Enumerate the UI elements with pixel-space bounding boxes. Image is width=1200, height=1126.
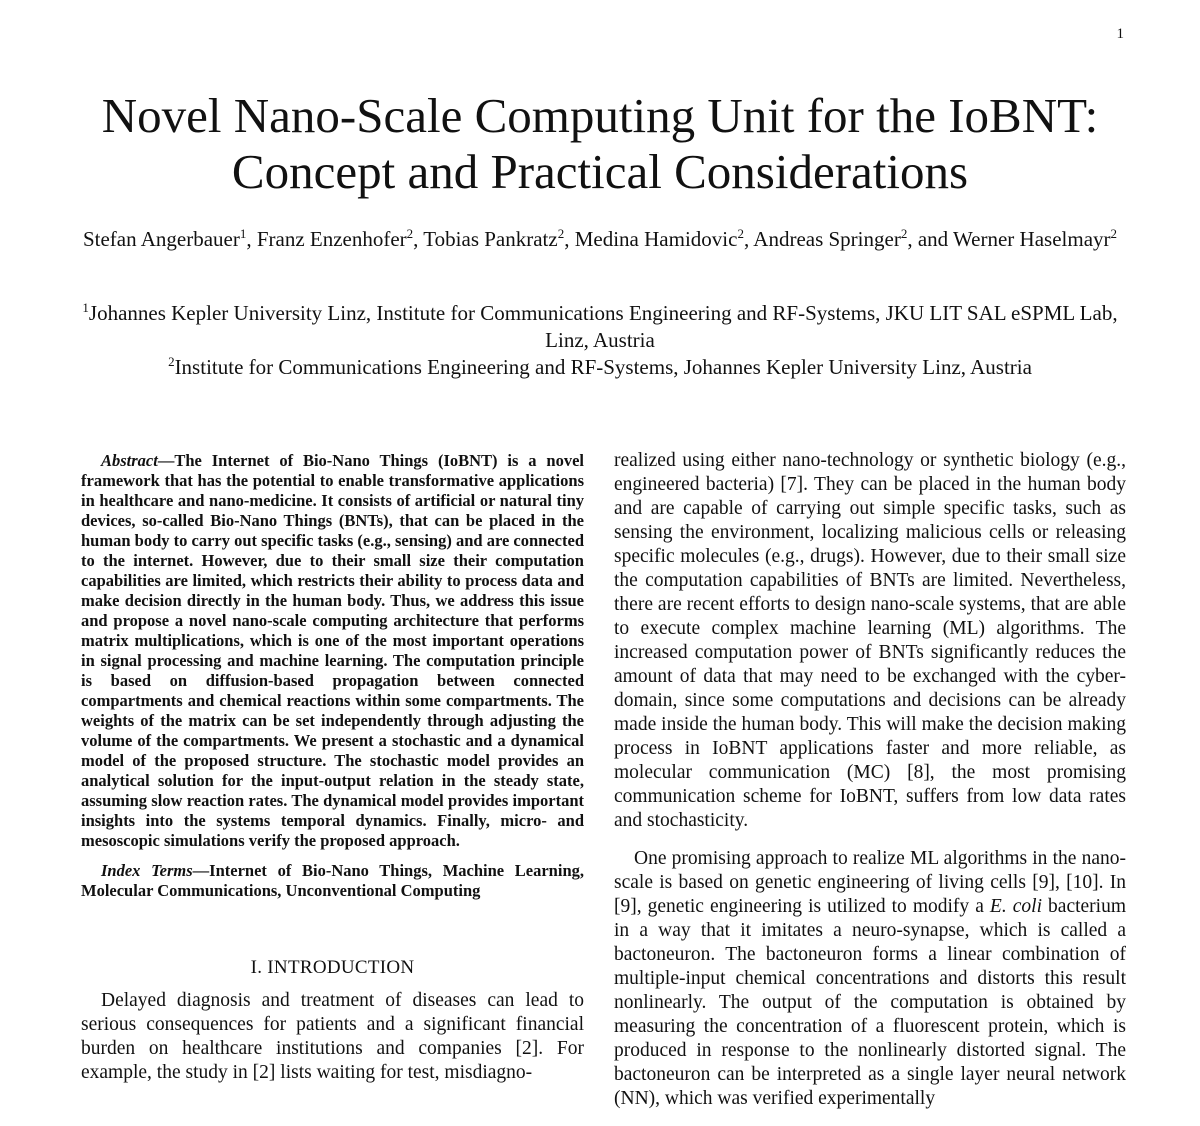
title-line-1: Novel Nano-Scale Computing Unit for the IoBNT: (101, 88, 1099, 143)
abstract-label: Abstract (101, 451, 158, 470)
species-name: E. coli (989, 896, 1042, 917)
author: Tobias Pankratz$^2$, (423, 226, 575, 251)
author: Stefan Angerbauer$^1$, (82, 226, 257, 251)
title-line-2: Concept and Practical Considerations (231, 144, 969, 199)
body-paragraph: realized using either nano-technology or synthetic biology (e.g., engineered bacteria) [7]. They can be placed in the human body and are capable of carrying out simple specific tasks, such as sensing the environment, localizing malicious cells or releasing specific molecules (e.g., drugs). However, due to their small size the computation capabilities of BNTs are limited. Nevertheless, there are recent efforts to design nano-scale systems, that are able to execute complex machine learning (ML) algorithms. The increased computation power of BNTs significantly reduces the amount of data that may need to be exchanged with the cyber-domain, since some computations and decisions can be already made inside the human body. This will make the decision making process in IoBNT applications faster and more reliable, as molecular communication (MC) [8], the most promising communication scheme for IoBNT, suffers from low data rates and stochasticity. (614, 450, 1126, 831)
abstract (81, 451, 584, 851)
author-list (80, 226, 1120, 253)
author: Werner Haselmayr$^2$ (953, 226, 1118, 251)
introduction-paragraph: Delayed diagnosis and treatment of diseases can lead to serious consequences for patients and a significant financial burden on healthcare institutions and companies [2]. For example, the study in [2] lists waiting for test, misdiagno- (81, 990, 584, 1083)
index-terms-label: Index Terms (101, 861, 193, 880)
right-column (614, 449, 1126, 1111)
index-terms-text: —Internet of Bio-Nano Things, Machine Learning, Molecular Communications, Unconventional Computing (81, 861, 584, 900)
affiliation: $^1$Johannes Kepler University Linz, Institute for Communications Engineering and RF-Systems, JKU LIT SAL eSPML Lab, Linz, Austria (82, 300, 1118, 352)
affiliation: $^2$Institute for Communications Engineering and RF-Systems, Johannes Kepler University Linz, Austria (168, 354, 1032, 379)
affiliations (70, 300, 1130, 381)
page-number: 1 (1116, 26, 1124, 42)
section-heading-introduction: I. INTRODUCTION (250, 957, 415, 978)
paper-title (40, 88, 1160, 200)
left-column (81, 451, 584, 1085)
author: Medina Hamidovic$^2$, (574, 226, 754, 251)
abstract-text: —The Internet of Bio-Nano Things (IoBNT) is a novel framework that has the potential to enable transformative applications in healthcare and nano-medicine. It consists of artificial or natural tiny devices, so-called Bio-Nano Things (BNTs), that can be placed in the human body to carry out specific tasks (e.g., sensing) and are connected to the internet. However, due to their small size their computation capabilities are limited, which restricts their ability to process data and make decision directly in the human body. Thus, we address this issue and propose a novel nano-scale computing architecture that performs matrix multiplications, which is one of the most important operations in signal processing and machine learning. The computation principle is based on diffusion-based propagation between connected compartments and chemical reactions within some compartments. The weights of the matrix can be set independently through adjusting the volume of the compartments. We present a stochastic and a dynamical model of the proposed structure. The stochastic model provides an analytical solution for the input-output relation in the steady state, assuming slow reaction rates. The dynamical model provides important insights into the systems temporal dynamics. Finally, micro- and mesoscopic simulations verify the proposed approach. (81, 451, 584, 850)
body-paragraph: One promising approach to realize ML algorithms in the nano-scale is based on genetic engineering of living cells [9], [10]. In [9], genetic engineering is utilized to modify a E. coli bacterium in a way that it imitates a neuro-synapse, which is called a bactoneuron. The bactoneuron forms a linear combination of multiple-input chemical concentrations and distorts this result nonlinearly. The output of the computation is obtained by measuring the concentration of a fluorescent protein, which is produced in response to the nonlinearly distorted signal. The bactoneuron can be interpreted as a single layer neural network (NN), which was verified experimentally (614, 848, 1127, 1109)
index-terms (81, 861, 584, 901)
author: Franz Enzenhofer$^2$, (256, 226, 424, 251)
author: Andreas Springer$^2$, and (753, 226, 954, 251)
